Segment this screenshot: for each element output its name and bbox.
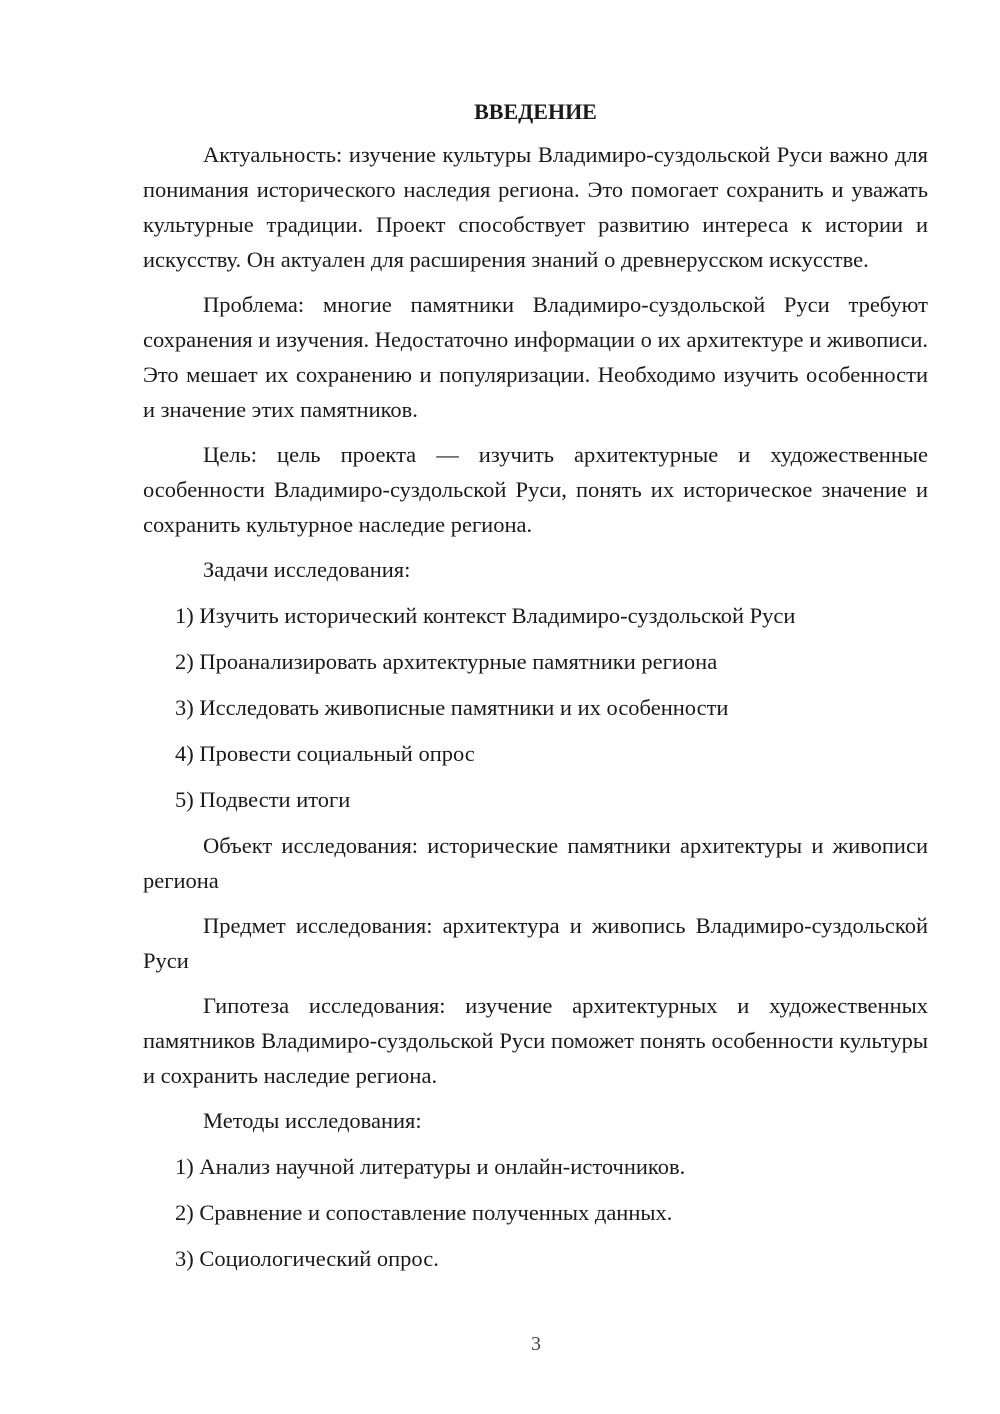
methods-label: Методы исследования: [203, 1108, 422, 1133]
section-heading: ВВЕДЕНИЕ [474, 99, 597, 124]
page-content [143, 94, 928, 1287]
task-item: 3) Исследовать живописные памятники и их особенности [175, 695, 729, 720]
method-item: 2) Сравнение и сопоставление полученных данных. [175, 1200, 673, 1225]
methods-list [143, 1149, 928, 1276]
problem-paragraph: Проблема: многие памятники Владимиро-суздольской Руси требуют сохранения и изучения. Недостаточно информации о их архитектуре и живописи. Это мешает их сохранению и популяризации. Необходимо изучить особенности и значение этих памятников. [143, 292, 928, 422]
task-item: 2) Проанализировать архитектурные памятники региона [175, 649, 718, 674]
goal-paragraph: Цель: цель проекта — изучить архитектурные и художественные особенности Владимиро-суздольской Руси, понять их историческое значение и сохранить культурное наследие региона. [143, 442, 928, 537]
method-item: 3) Социологический опрос. [175, 1246, 439, 1271]
method-item: 1) Анализ научной литературы и онлайн-источников. [175, 1154, 686, 1179]
subject-paragraph: Предмет исследования: архитектура и живопись Владимиро-суздольской Руси [143, 913, 928, 973]
task-item: 4) Провести социальный опрос [175, 741, 475, 766]
task-item: 1) Изучить исторический контекст Владимиро-суздольской Руси [175, 603, 796, 628]
tasks-list [143, 598, 928, 817]
task-item: 5) Подвести итоги [175, 787, 351, 812]
relevance-paragraph: Актуальность: изучение культуры Владимиро-суздольской Руси важно для понимания исторического наследия региона. Это помогает сохранить и уважать культурные традиции. Проект способствует развитию интереса к истории и искусству. Он актуален для расширения знаний о древнерусском искусстве. [143, 142, 928, 272]
page-number: 3 [531, 1333, 541, 1355]
hypothesis-paragraph: Гипотеза исследования: изучение архитектурных и художественных памятников Владимиро-суздольской Руси поможет понять особенности культуры и сохранить наследие региона. [143, 993, 928, 1088]
object-paragraph: Объект исследования: исторические памятники архитектуры и живописи региона [143, 833, 928, 893]
tasks-label: Задачи исследования: [203, 557, 411, 582]
